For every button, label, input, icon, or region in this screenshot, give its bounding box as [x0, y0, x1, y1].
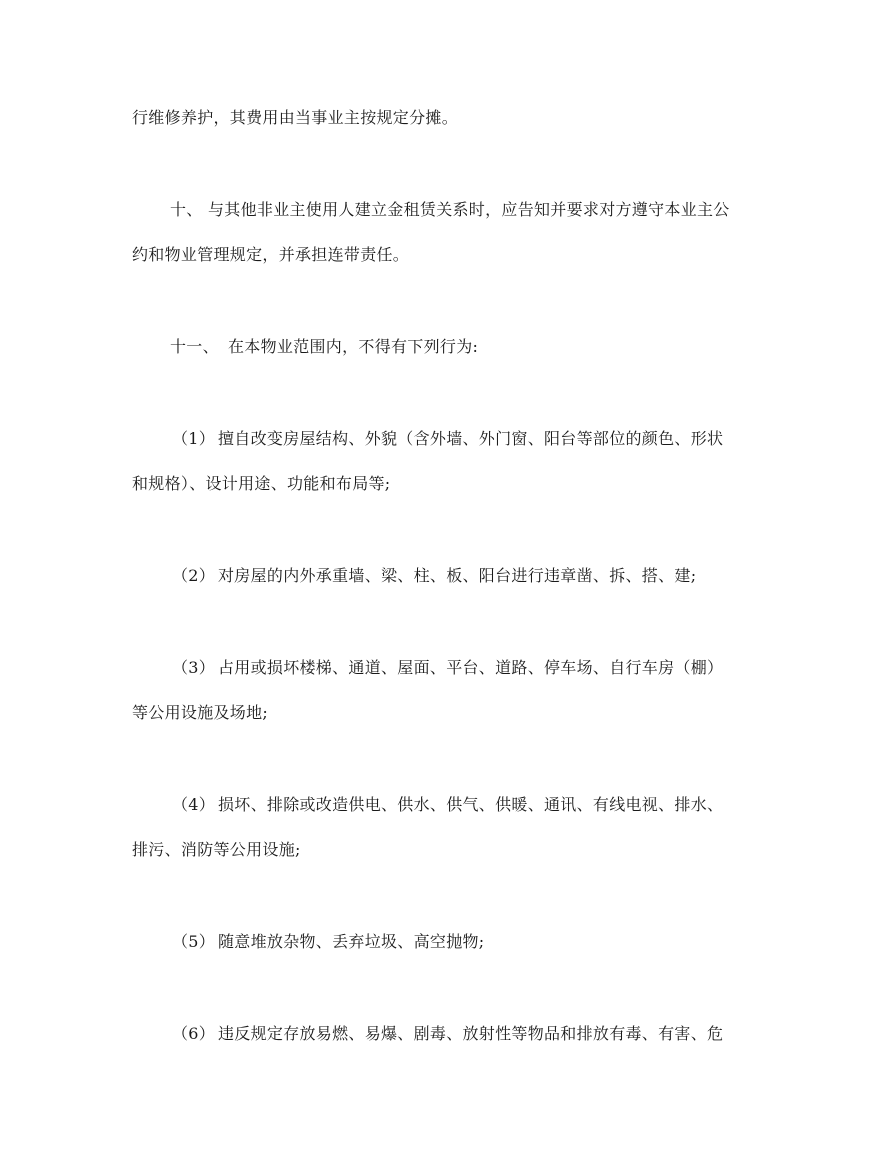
item-3-line-1	[172, 658, 723, 678]
clause-11-text: 在本物业范围内，不得有下列行为:	[228, 337, 479, 356]
clause-10-text-1: 与其他非业主使用人建立金租赁关系时，应告知并要求对方遵守本业主公	[208, 200, 730, 219]
clause-10-text-2: 约和物业管理规定，并承担连带责任。	[132, 245, 410, 264]
item-1-text-1: 擅自改变房屋结构、外貌（含外墙、外门窗、阳台等部位的颜色、形状	[218, 429, 724, 448]
continuation-line	[132, 108, 458, 128]
item-2-line-1	[172, 566, 696, 586]
item-4-number: （4）	[172, 795, 216, 814]
item-5-text-1: 随意堆放杂物、丢弃垃圾、高空抛物;	[218, 932, 485, 951]
item-6-number: （6）	[172, 1024, 216, 1043]
item-4-line-1	[172, 795, 723, 815]
item-4-text-1: 损坏、排除或改造供电、供水、供气、供暖、通讯、有线电视、排水、	[218, 795, 724, 814]
item-3-text-2: 等公用设施及场地;	[132, 703, 269, 722]
clause-10-number: 十、	[170, 200, 203, 219]
item-4-text-2: 排污、消防等公用设施;	[132, 840, 301, 859]
clause-10-line-2	[132, 245, 409, 265]
item-6-line-1	[172, 1024, 723, 1044]
continuation-text: 行维修养护，其费用由当事业主按规定分摊。	[132, 108, 459, 127]
clause-10-line-1	[170, 200, 730, 220]
clause-11-number: 十一、	[170, 337, 219, 356]
item-5-line-1	[172, 932, 485, 952]
item-3-text-1: 占用或损坏楼梯、通道、屋面、平台、道路、停车场、自行车房（棚）	[218, 658, 724, 677]
item-4-line-2	[132, 840, 301, 860]
clause-11-line	[170, 337, 478, 357]
item-5-number: （5）	[172, 932, 216, 951]
item-2-text-1: 对房屋的内外承重墙、梁、柱、板、阳台进行违章凿、拆、搭、建;	[218, 566, 697, 585]
item-3-number: （3）	[172, 658, 216, 677]
item-1-text-2: 和规格）、设计用途、功能和布局等;	[132, 474, 391, 493]
item-3-line-2	[132, 703, 268, 723]
item-2-number: （2）	[172, 566, 216, 585]
item-6-text-1: 违反规定存放易燃、易爆、剧毒、放射性等物品和排放有毒、有害、危	[218, 1024, 724, 1043]
item-1-line-2	[132, 474, 391, 494]
item-1-line-1	[172, 429, 723, 449]
item-1-number: （1）	[172, 429, 216, 448]
